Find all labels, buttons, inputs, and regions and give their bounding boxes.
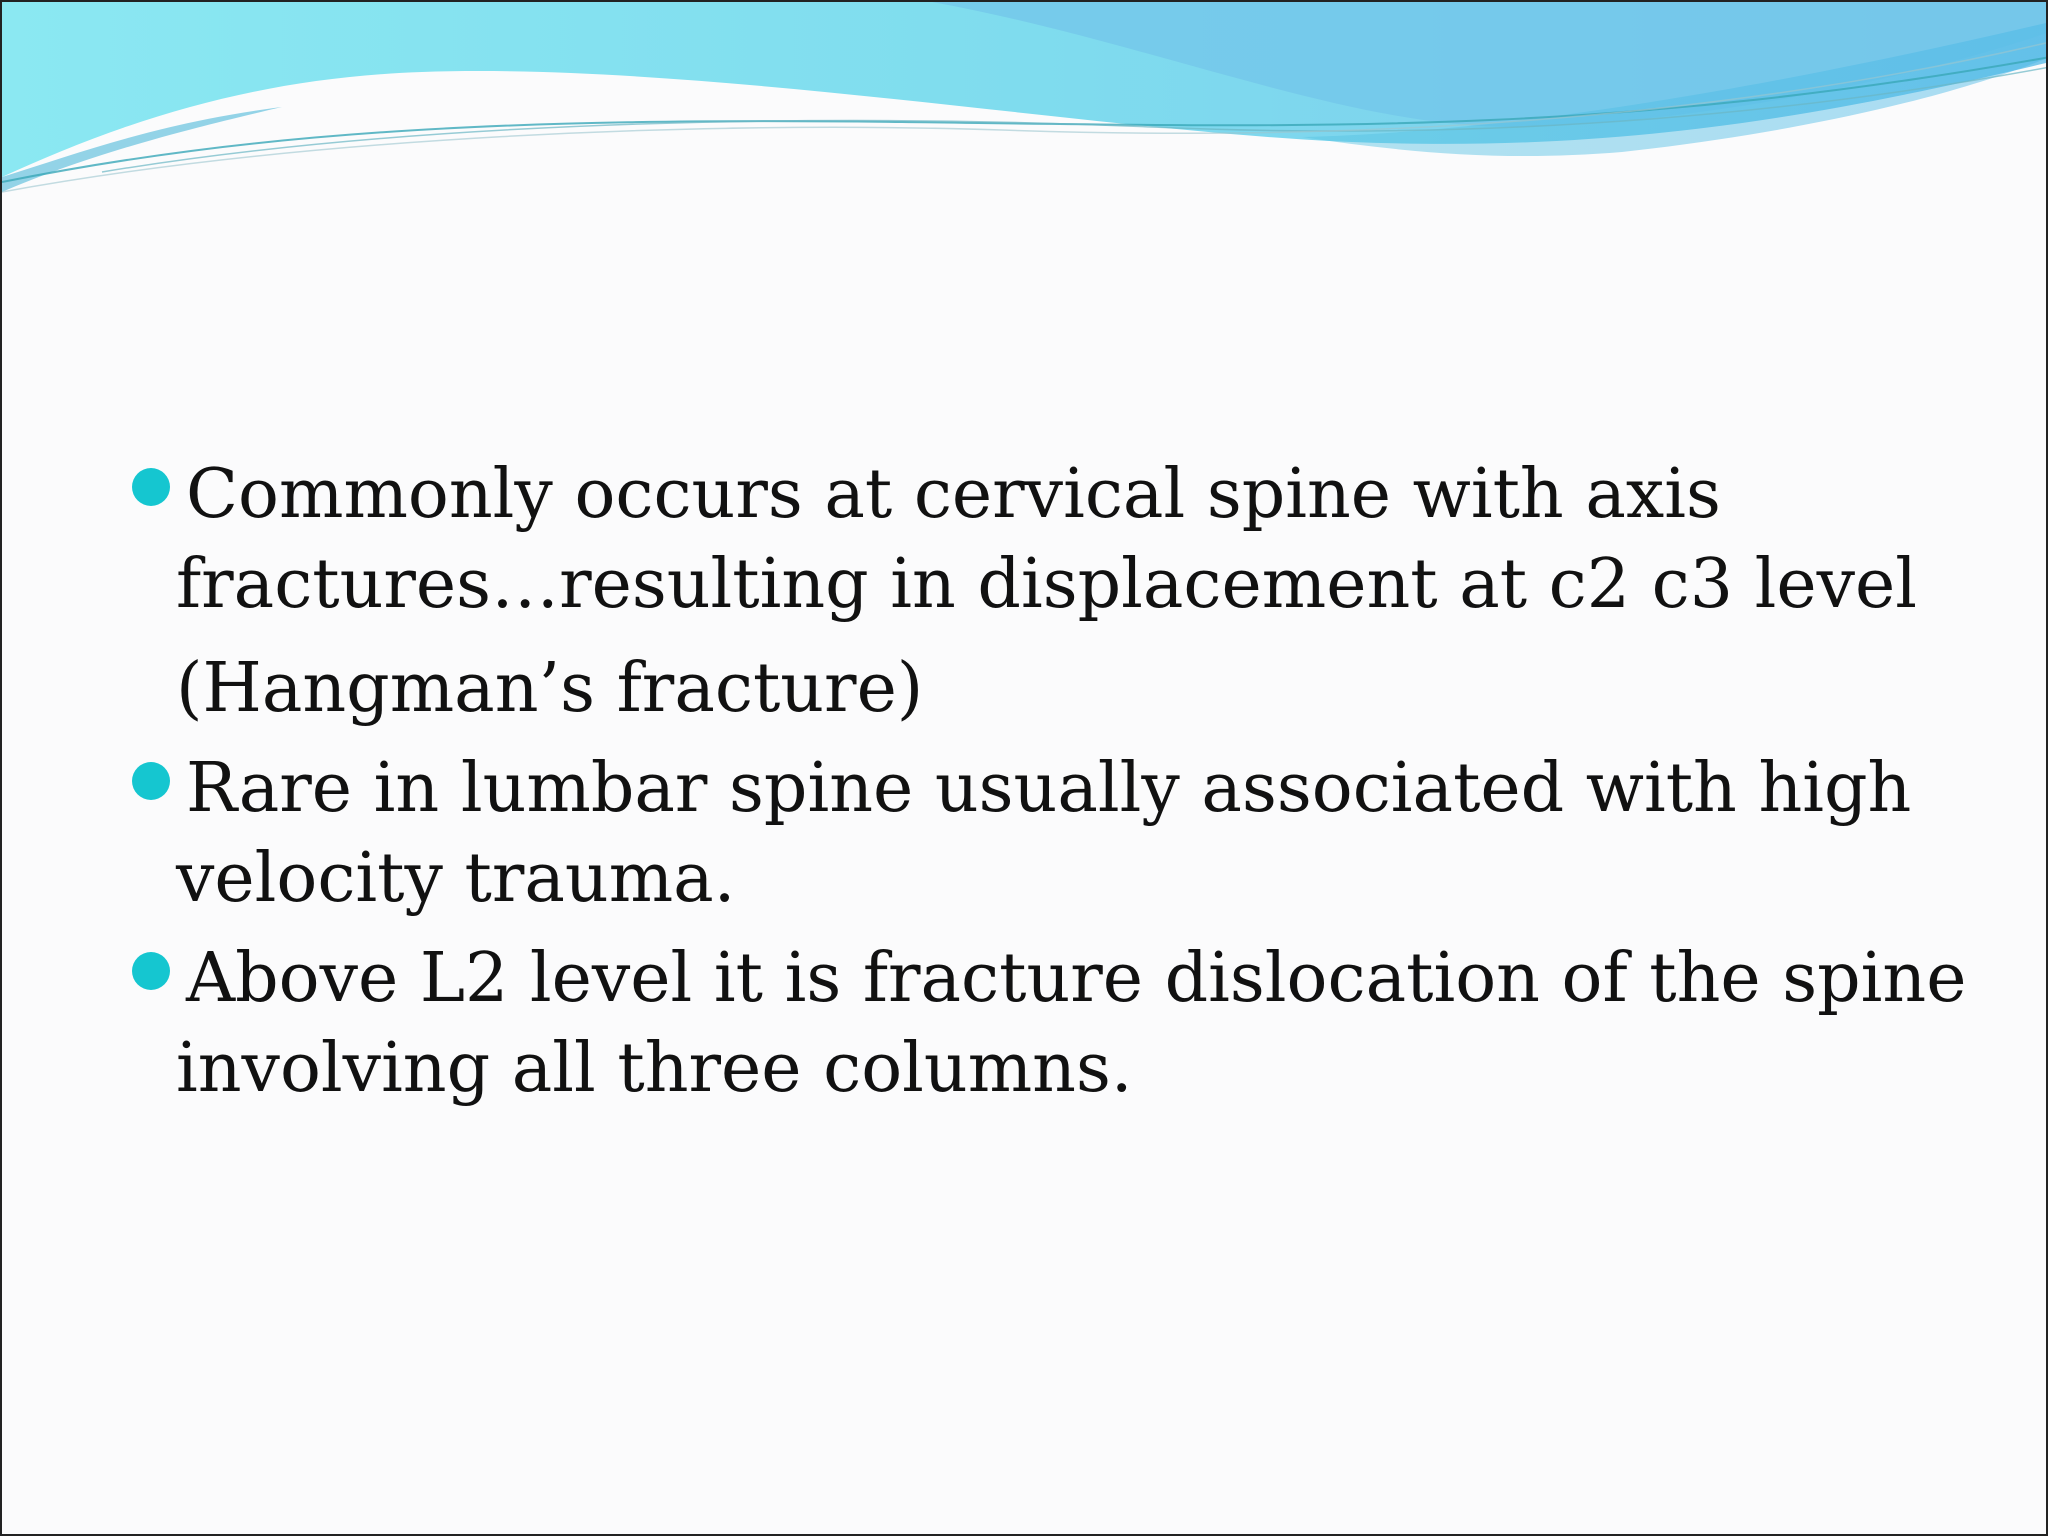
bullet-text-line: Rare in lumbar spine usually associated with high [186, 749, 1912, 828]
bullet-list [130, 450, 1967, 1114]
bullet-item [130, 450, 1950, 734]
bullet-dot-icon [132, 468, 170, 506]
bullet-dot-icon [132, 952, 170, 990]
bullet-text-line: fractures…resulting in displacement at c2 c3 level [176, 545, 1918, 624]
bullet-text-line: involving all three columns. [176, 1029, 1133, 1108]
bullet-text-line: Above L2 level it is fracture dislocation of the spine [186, 939, 1967, 1018]
bullet-item [130, 744, 1950, 924]
bullet-dot-icon [132, 762, 170, 800]
bullet-item [130, 934, 1967, 1114]
header-wave-decoration [2, 2, 2048, 242]
bullet-text-line: (Hangman’s fracture) [176, 649, 924, 728]
bullet-text-line: Commonly occurs at cervical spine with axis [186, 455, 1721, 534]
bullet-text-line: velocity trauma. [176, 839, 736, 918]
